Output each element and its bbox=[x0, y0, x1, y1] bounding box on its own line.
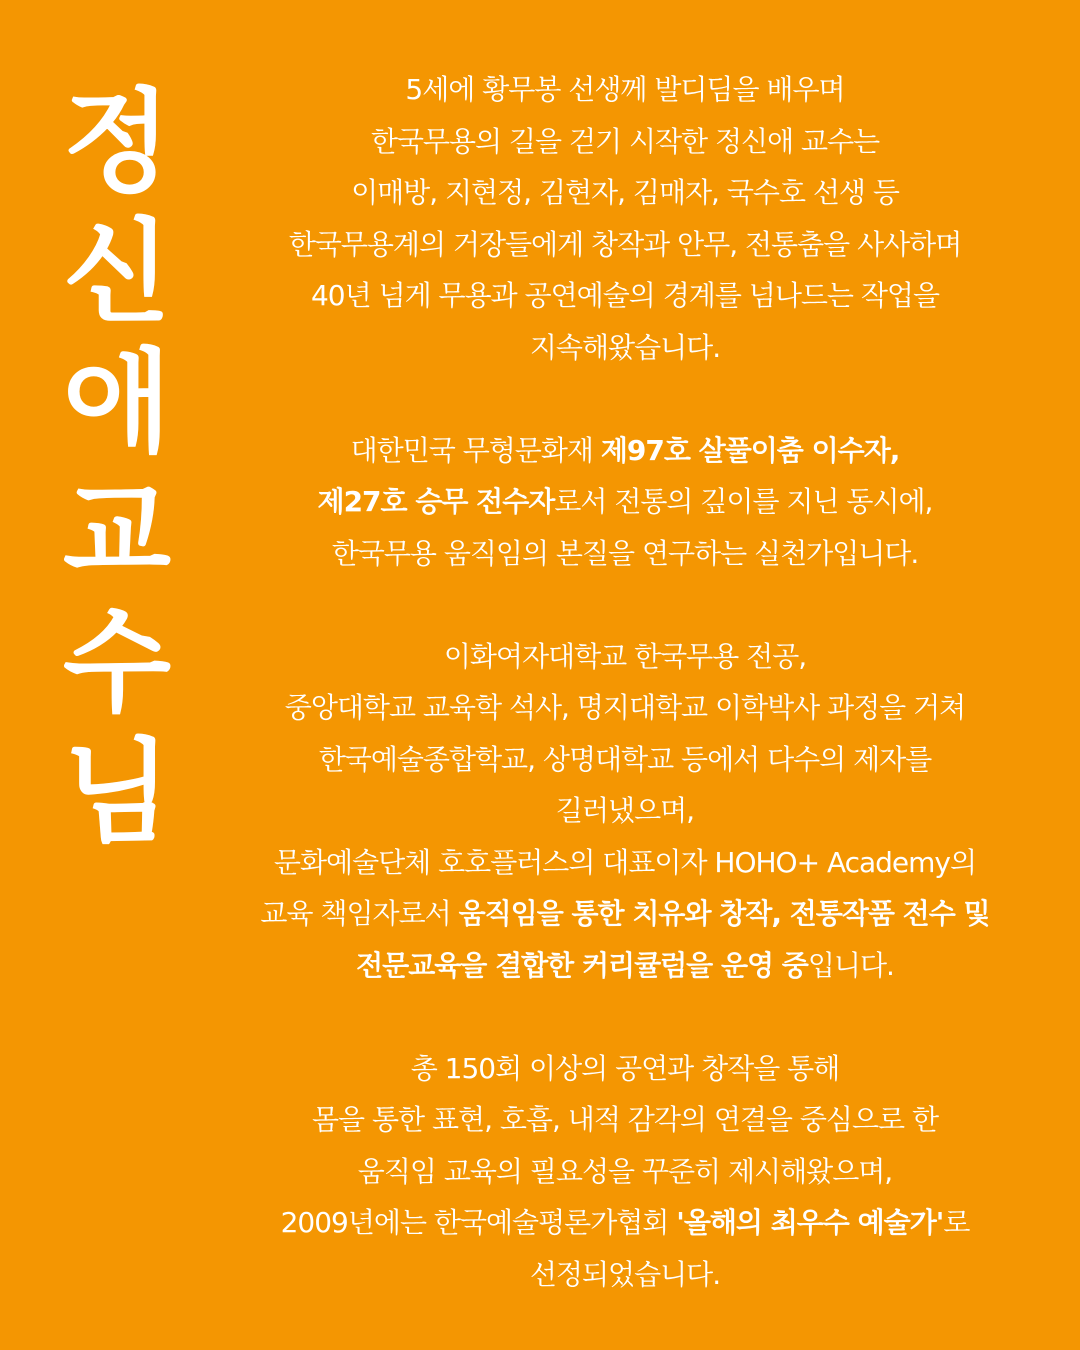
paragraph-education bbox=[240, 631, 1010, 992]
bio-content bbox=[240, 64, 1010, 1300]
highlight-text: 제97호 살풀이춤 이수자 bbox=[600, 433, 890, 467]
text-segment: 로서 전통의 깊이를 지닌 동시에, bbox=[554, 485, 933, 518]
text-line: 선정되었습니다. bbox=[529, 1257, 721, 1291]
title-char: 정 bbox=[62, 77, 172, 208]
text-segment: 로 bbox=[943, 1206, 970, 1239]
text-segment: 교육 책임자로서 bbox=[260, 897, 459, 930]
text-line: 이매방, 지현정, 김현자, 김매자, 국수호 선생 등 bbox=[351, 176, 899, 209]
title-char: 님 bbox=[62, 727, 172, 858]
text-line bbox=[240, 888, 1010, 940]
text-segment: 2009년에는 한국예술평론가협회 bbox=[280, 1206, 677, 1239]
title-char: 신 bbox=[62, 207, 172, 338]
title-char: 애 bbox=[62, 337, 172, 468]
highlight-text: 전문교육을 결합한 커리큘럼을 운영 중 bbox=[356, 948, 808, 982]
text-line: 40년 넘게 무용과 공연예술의 경계를 넘나드는 작업을 bbox=[310, 279, 940, 312]
text-line: 5세에 황무봉 선생께 발디딤을 배우며 bbox=[405, 73, 845, 106]
paragraph-early-career bbox=[240, 64, 1010, 373]
text-segment: 입니다. bbox=[807, 948, 894, 982]
text-line: 움직임 교육의 필요성을 꾸준히 제시해왔으며, bbox=[357, 1154, 893, 1188]
text-line: 이화여자대학교 한국무용 전공, bbox=[443, 639, 807, 673]
text-segment: 대한민국 무형문화재 bbox=[350, 433, 601, 467]
text-line: 한국무용의 길을 걷기 시작한 정신애 교수는 bbox=[370, 124, 880, 158]
text-line: 몸을 통한 표현, 호흡, 내적 감각의 연결을 중심으로 한 bbox=[311, 1103, 938, 1136]
highlight-text: 제27호 승무 전수자 bbox=[317, 485, 555, 518]
text-line: 중앙대학교 교육학 석사, 명지대학교 이학박사 과정을 거쳐 bbox=[284, 691, 966, 724]
title-char: 교 bbox=[62, 467, 172, 598]
text-line: 한국무용 움직임의 본질을 연구하는 실천가입니다. bbox=[331, 536, 919, 570]
paragraph-achievements bbox=[240, 1043, 1010, 1301]
vertical-title bbox=[52, 78, 182, 858]
paragraph-heritage bbox=[240, 425, 1010, 580]
text-line bbox=[240, 940, 1010, 992]
text-line: 총 150회 이상의 공연과 창작을 통해 bbox=[410, 1051, 840, 1085]
text-line bbox=[240, 1197, 1010, 1249]
text-line: 지속해왔습니다. bbox=[529, 330, 721, 364]
text-line: 길러냈으며, bbox=[555, 794, 695, 827]
title-char: 수 bbox=[62, 597, 172, 728]
text-line: 한국예술종합학교, 상명대학교 등에서 다수의 제자를 bbox=[318, 742, 932, 776]
highlight-text: 움직임을 통한 치유와 창작, 전통작품 전수 및 bbox=[458, 897, 990, 930]
text-line: 문화예술단체 호호플러스의 대표이자 HOHO+ Academy의 bbox=[273, 845, 977, 879]
text-line: 한국무용계의 거장들에게 창작과 안무, 전통춤을 사사하며 bbox=[288, 227, 962, 261]
highlight-text: '올해의 최우수 예술가' bbox=[676, 1206, 944, 1239]
highlight-text: , bbox=[889, 433, 900, 467]
text-line bbox=[240, 425, 1010, 477]
text-line bbox=[240, 476, 1010, 528]
